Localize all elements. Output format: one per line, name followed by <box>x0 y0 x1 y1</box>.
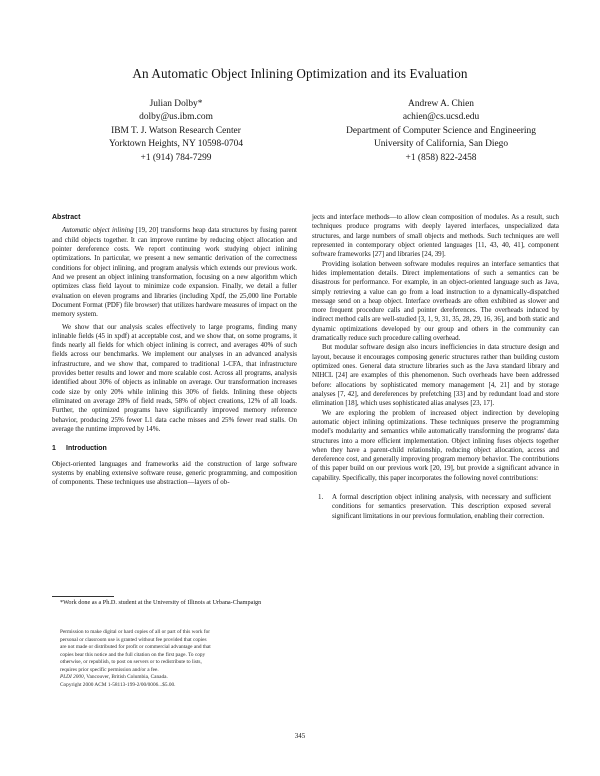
author-email: dolby@us.ibm.com <box>139 112 213 123</box>
section-title: Introduction <box>66 445 107 453</box>
conference-location: , Vancouver, British Columbia, Canada. <box>83 674 168 680</box>
permission-line: are not made or distributed for profit or commercial advantage and that <box>60 644 211 650</box>
author-address: University of California, San Diego <box>373 139 509 150</box>
author-name: Andrew A. Chien <box>408 99 474 109</box>
conference-line <box>60 674 292 682</box>
author-phone: +1 (914) 784-7299 <box>140 152 212 163</box>
author-name: Julian Dolby* <box>149 99 203 109</box>
author-phone: +1 (858) 822-2458 <box>405 152 477 163</box>
intro-paragraph: But modular software design also incurs inefficiencies in data structure design and layout, because it encourages composing generic structures rather than building custom optimized ones. General data structure libraries such as the Java standard library and NIHCL [24] are examples of this phenomenon. Such overheads have been addressed before: allocations by sophisticated memory management [4, 21] and by storage analyses [7, 42], and dereferences by prefetching [33] and by redundant load and store elimination [18], which uses sophisticated alias analyses [23, 17]. <box>312 343 559 408</box>
author-email: achien@cs.ucsd.edu <box>402 112 480 123</box>
author-block-chien <box>302 98 580 165</box>
abstract-paragraph: We show that our analysis scales effectively to large programs, finding many inlinable fields (45 in xpdf) at acceptable cost, and we show that, on some programs, it finds nearly all fields for which object inlining is correct, and averages 40% of such fields across our benchmarks. We implement our analyses in an advanced analysis infrastructure, and we show that, compared to traditional 1-CFA, that infrastructure provides better results and lower and more scalable cost. Across all programs, analysis identified about 30% of objects as inlinable on average. Our transformation increases code size by only 20% while inlining this 30% of fields. Inlining these objects eliminated on average 28% of field reads, 58% of object creations, 12% of all loads. Further, the optimized programs have significantly improved memory reference behavior, producing 25% fewer L1 data cache misses and 25% fewer read stalls. On average the runtime improved by 14%. <box>52 322 297 433</box>
permission-line: copies bear this notice and the full citation on the first page. To copy <box>60 651 206 658</box>
list-item <box>312 493 559 521</box>
intro-paragraph: Providing isolation between software modules requires an interface semantics that hides implementation details. Direct implementations of such a semantics can be disastrous for performance. For example, in an object-oriented language such as Java, simply retrieving a value can go from a load instruction to a dynamically-dispatched message send on a heap object. Interface overheads are often exhibited as slower and more frequent procedure calls and pointer dereferences. The overheads induced by indirect method calls are well-studied [3, 1, 9, 31, 35, 28, 29, 16, 36], and both static and dynamic optimizations developed by our group and others in the community can dramatically reduce such procedure calling overhead. <box>312 259 559 343</box>
page-number: 345 <box>294 732 306 740</box>
section-heading-introduction <box>52 444 297 453</box>
permission-line: personal or classroom use is granted without fee provided that copies <box>60 636 207 643</box>
abstract-text: [19, 20] transforms heap data structures by fusing parent and child objects together. It can improve runtime by reducing object allocation and pointer dereference costs. We report continuing work studying object inlining optimizations. In particular, we present a new semantic derivation of the correctness conditions for object inlining, and program analysis which extends our previous work. And we present an object inlining transformation, focusing on a new algorithm which optimizes class field layout to minimize code expansion. Finally, we detail a fuller evaluation on eleven programs and libraries (including Xpdf, the 25,000 line Portable Document Format (PDF) file browser) that utilizes hardware measures of impact on the memory system. <box>52 226 297 319</box>
permission-notice <box>60 629 292 689</box>
left-column <box>52 213 297 488</box>
intro-paragraph: Object-oriented languages and frameworks aid the construction of large software systems by enabling extensive software reuse, generic programming, and composition of components. These techniques use abstraction—layers of ob- <box>52 459 297 487</box>
abstract-paragraph <box>52 226 297 319</box>
author-affiliation: IBM T. J. Watson Research Center <box>111 125 241 136</box>
permission-line: requires prior specific permission and/or a fee. <box>60 666 159 673</box>
author-affiliation: Department of Computer Science and Engineering <box>346 125 536 136</box>
author-block-dolby <box>60 98 292 165</box>
abstract-heading: Abstract <box>52 214 81 221</box>
intro-paragraph: We are exploring the problem of increased object indirection by developing automatic object inlining optimizations. These techniques preserve the programming model's modularity and semantics while automatically transforming the programs' data structures into a more efficient implementation. Object inlining fuses objects together when they have a parent-child relationship, reducing object allocation, access and dereference cost, and generally improving program memory behavior. The contributions of this paper build on our previous work [20, 19], but provide a significant advance in capability. Specifically, this paper incorporates the following novel contributions: <box>312 408 559 482</box>
section-number: 1 <box>52 445 56 453</box>
abstract-lead-term: Automatic object inlining <box>62 226 134 235</box>
copyright-line: Copyright 2000 ACM 1-58113-199-2/00/0006...$5.00. <box>60 681 176 688</box>
permission-line: otherwise, or republish, to post on servers or to redistribute to lists, <box>60 659 202 665</box>
permission-line: Permission to make digital or hard copies of all or part of this work for <box>60 629 211 635</box>
footnote: *Work done as a Ph.D. student at the University of Illinois at Urbana-Champaign <box>60 599 262 606</box>
list-marker: 1. <box>318 493 324 502</box>
paper-title: An Automatic Object Inlining Optimization and its Evaluation <box>132 66 468 81</box>
conference-name: PLDI 2000 <box>60 674 84 680</box>
contributions-list <box>312 493 559 521</box>
footnote-divider <box>52 596 114 597</box>
right-column <box>312 213 559 521</box>
intro-paragraph: jects and interface methods—to allow clean composition of modules. As a result, such techniques produce programs with deeply layered interfaces, unspecialized data structures, and large numbers of small objects and methods. Such techniques are well represented in contemporary object oriented languages [11, 43, 40, 41], component software frameworks [27] and libraries [24, 39]. <box>312 213 559 259</box>
list-item-text: A formal description object inlining analysis, with necessary and sufficient conditions for semantics preservation. This description exposed several significant limitations in our previous formulation, enabling their correction. <box>332 493 551 520</box>
author-address: Yorktown Heights, NY 10598-0704 <box>108 139 244 150</box>
